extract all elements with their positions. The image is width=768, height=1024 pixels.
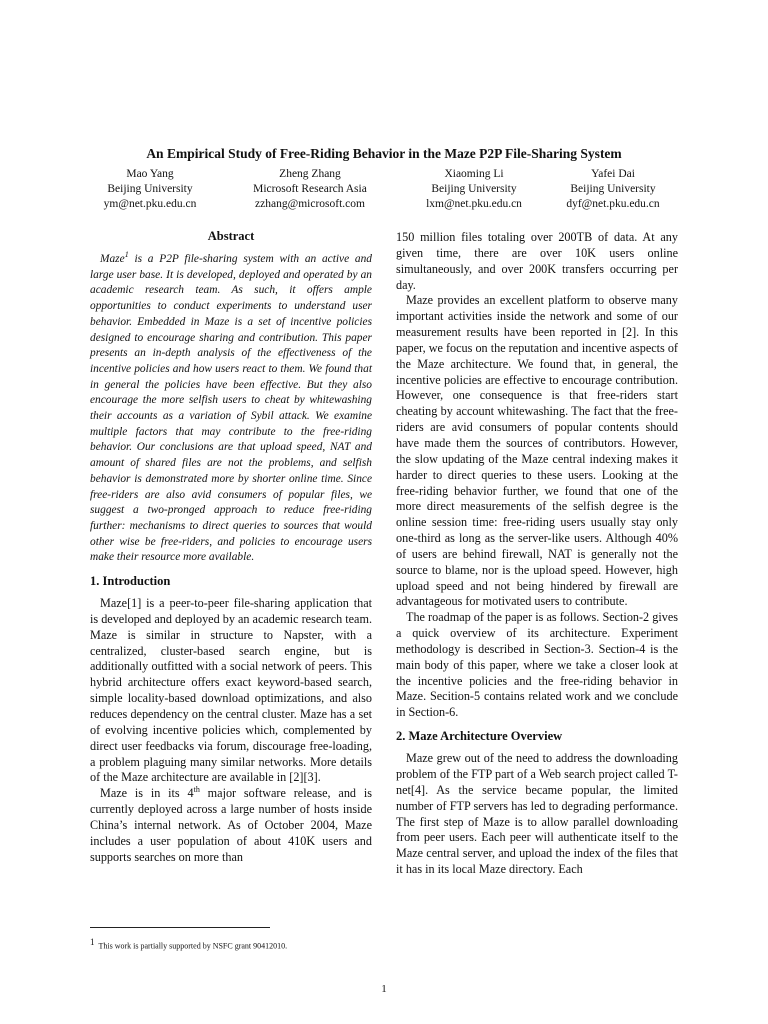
- author-email: dyf@net.pku.edu.cn: [566, 198, 660, 210]
- author-email: zzhang@microsoft.com: [255, 198, 365, 210]
- abstract-heading: Abstract: [207, 229, 255, 243]
- left-column: [90, 228, 372, 865]
- body-paragraph-architecture: Maze grew out of the need to address the downloading problem of the FTP part of a Web search project called T-net[4]. As the service became popular, the limited number of FTP servers has led to degrading performance. The first step of Maze is to allow parallel downloading from peer users. Each peer will authenticate itself to the Maze central server, and upload the index of the files that it has in its local Maze directory. Each: [396, 751, 678, 877]
- section-heading-architecture: 2. Maze Architecture Overview: [396, 729, 563, 744]
- author-name: Zheng Zhang: [279, 168, 341, 180]
- author-name: Xiaoming Li: [444, 168, 504, 180]
- abstract-body: is a P2P file-sharing system with an active and large user base. It is developed, deployed and operated by an academic research team. As such, it offers ample opportunities to conduct experiments to understand user behavior. Embedded in Maze is a set of incentive policies designed to encourage sharing and contribution. This paper presents an in-depth analysis of the effectiveness of the incentive policies and how users react to them. We found that in general the policies have been effective. But they also encourage the more selfish users to cheat by whitewashing their accounts as a variation of Sybil attack. We examine multiple factors that may contribute to the free-riding behavior. Our conclusions are that upload speed, NAT and amount of shared files are not the problems, and selfish behavior is demonstrated more by shorter online time. Since free-riders are also avid consumers of popular files, we suggest a two-pronged approach to reduce free-riding further: mechanisms to direct queries to sources that would other wise be free-riders, and policies to encourage users make their resource more available.: [90, 253, 372, 564]
- author-name: Mao Yang: [126, 168, 174, 180]
- intro-p2-start: Maze is in its 4: [100, 786, 194, 801]
- body-paragraph-roadmap: The roadmap of the paper is as follows. Section-2 gives a quick overview of its architecture. Experiment methodology is described in Section-3. Section-4 is the main body of this paper, where we take a closer look at the incentive policies and the free-riding behavior in Maze. Secition-5 contains related work and we conclude in Section-6.: [396, 610, 678, 720]
- author-email: lxm@net.pku.edu.cn: [426, 198, 522, 210]
- author-affiliation: Beijing University: [570, 183, 656, 195]
- intro-paragraph-1: Maze[1] is a peer-to-peer file-sharing application that is developed and deployed by an academic research team. Maze is similar in structure to Napster, with a centralized, cluster-based search engine, but is additionally outfitted with a social network of peers. This hybrid architecture offers exact keyword-based search, simple locality-based download optimizations, and also reduces dependency on the central cluster. Maze has a set of evolving incentive policies which, complemented by direct user feedbacks via forum, discourage free-loading, a problem plaguing many similar networks. More details of the Maze architecture are available in [2][3].: [90, 596, 372, 785]
- footnote-divider: [90, 927, 270, 928]
- author-4: [533, 167, 693, 212]
- ordinal-superscript: th: [193, 785, 200, 795]
- author-email: ym@net.pku.edu.cn: [103, 198, 197, 210]
- right-column: [396, 230, 678, 878]
- author-3: [394, 167, 554, 212]
- author-affiliation: Beijing University: [431, 183, 517, 195]
- intro-paragraph-2: [90, 786, 372, 865]
- author-1: [70, 167, 230, 212]
- footnote-mark: 1: [90, 937, 95, 947]
- footnote: [90, 936, 390, 953]
- footnote-ref: 1: [124, 250, 129, 260]
- author-name: Yafei Dai: [591, 168, 635, 180]
- paper-title: An Empirical Study of Free-Riding Behavior in the Maze P2P File-Sharing System: [146, 146, 622, 161]
- footnote-text: This work is partially supported by NSFC grant 90412010.: [98, 941, 288, 951]
- continued-paragraph: 150 million files totaling over 200TB of data. At any given time, there are over 10K users online simultaneously, and over 200K transfers occurring per day.: [396, 230, 678, 292]
- section-heading-introduction: 1. Introduction: [90, 574, 171, 589]
- intro-p2-rest: major software release, and is currently deployed across a large number of hosts inside China’s internal network. As of October 2004, Maze includes a user population of about 410K users and supports searches on more than: [90, 786, 372, 864]
- author-affiliation: Microsoft Research Asia: [253, 183, 367, 195]
- page-number: 1: [381, 983, 387, 995]
- abstract-lead-word: Maze: [100, 253, 125, 265]
- body-paragraph-1: Maze provides an excellent platform to observe many important activities inside the network and some of our measurement results have been reported in [2]. In this paper, we focus on the reputation and incentive aspects of the Maze architecture. We found that, in general, the incentive policies are effective to encourage contribution. However, one consequence is that free-riders start cheating by account whitewashing. The fact that the free-riders are avid consumers of popular contents should have made them the sources of contributors. However, the slow updating of the Maze central indexing makes it harder to direct queries to these users. Looking at the free-riding behavior further, we found that one of the more direct measurements of the selfish degree is the online session time: free-riding users usually stay only one-third as long as the server-like users. Although 40% of users are behind firewall, NAT is generally not the source to blame, nor is the upload speed. However, high upload speed and not being hindered by firewall are advantageous for motivated users to contribute.: [396, 293, 678, 609]
- author-affiliation: Beijing University: [107, 183, 193, 195]
- author-2: [230, 167, 390, 212]
- abstract-text: [90, 252, 372, 566]
